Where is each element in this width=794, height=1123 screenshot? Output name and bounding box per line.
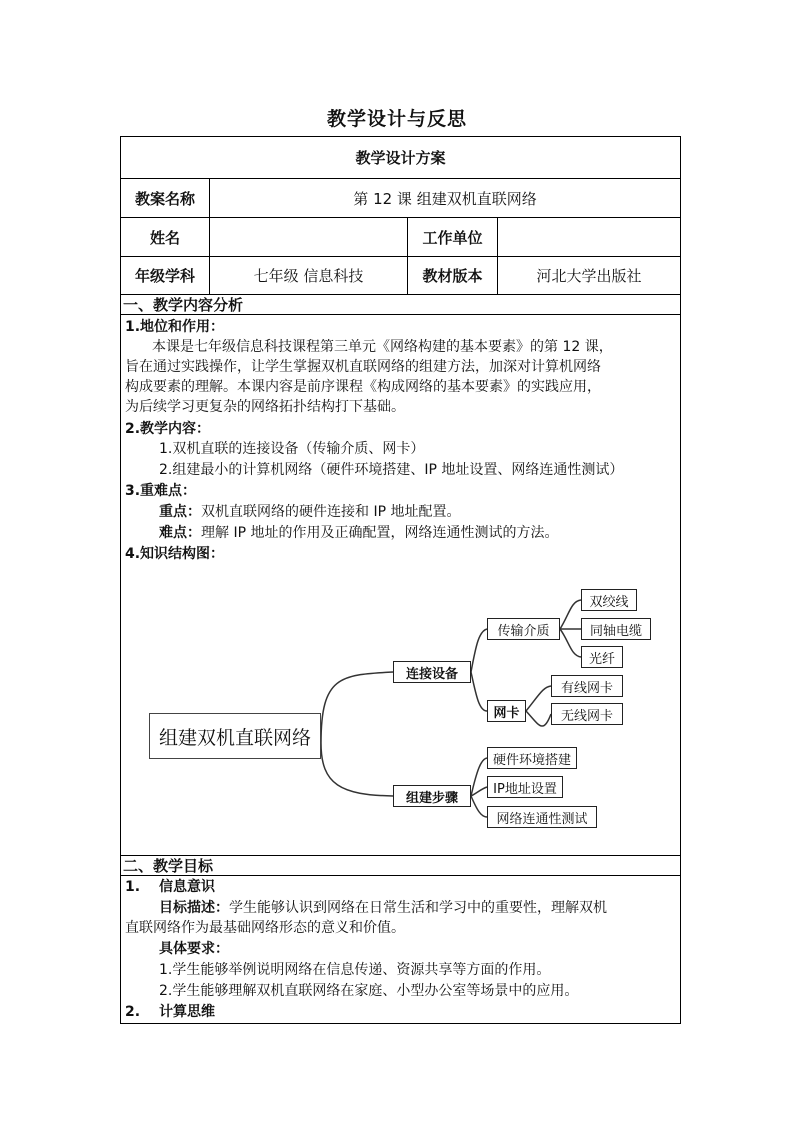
mindmap-leaf-hardware-setup: 硬件环境搭建 (487, 747, 577, 769)
goal2-title: 计算思维 (159, 1004, 215, 1020)
mindmap-root: 组建双机直联网络 (149, 713, 321, 759)
mindmap-connectors (121, 315, 680, 856)
name-row (121, 218, 680, 257)
grade-label: 年级学科 (134, 267, 195, 285)
diff-text: 理解 IP 地址的作用及正确配置，网络连通性测试的方法。 (201, 525, 559, 541)
p1-line: 本课是七年级信息科技课程第三单元《网络构建的基本要素》的第 12 课， (152, 339, 613, 355)
p3-title: 3.重难点： (125, 483, 197, 499)
mindmap-leaf-ip-setting: IP地址设置 (487, 776, 563, 798)
diff-label: 难点： (159, 525, 201, 541)
grade-row (121, 257, 680, 295)
goal1-description-cont: 直联网络作为最基础网络形态的意义和价值。 (125, 920, 405, 936)
section1-heading-row (121, 295, 680, 315)
goal1-number: 1. (125, 879, 141, 895)
document-title: 教学设计与反思 (326, 108, 467, 130)
mindmap-branch-steps: 组建步骤 (393, 785, 471, 807)
mindmap-leaf-wired-nic: 有线网卡 (551, 675, 623, 697)
p2-item: 2.组建最小的计算机网络（硬件环境搭建、IP 地址设置、网络连通性测试） (159, 462, 624, 478)
requirement-item: 1.学生能够举例说明网络在信息传递、资源共享等方面的作用。 (159, 962, 551, 978)
lesson-name-row (121, 179, 680, 218)
table-header-row (121, 137, 680, 179)
goal1-description (159, 898, 607, 918)
goal-label: 目标描述： (159, 900, 229, 916)
mindmap-node-media: 传输介质 (487, 618, 560, 640)
name-value (209, 218, 407, 256)
section1-heading: 一、教学内容分析 (123, 296, 244, 314)
section1-body (121, 315, 680, 856)
mindmap-leaf-connectivity-test: 网络连通性测试 (487, 806, 597, 828)
p1-title: 1.地位和作用： (125, 319, 225, 335)
edition-value: 河北大学出版社 (497, 257, 680, 294)
section2-heading: 二、教学目标 (123, 857, 214, 875)
goal-text: 学生能够认识到网络在日常生活和学习中的重要性，理解双机 (229, 900, 607, 916)
p1-line: 为后续学习更复杂的网络拓扑结构打下基础。 (125, 399, 405, 415)
name-label: 姓名 (149, 228, 180, 247)
table-header: 教学设计方案 (355, 149, 446, 167)
lesson-name-value: 第 12 课 组建双机直联网络 (209, 179, 680, 217)
p1-line: 构成要素的理解。本课内容是前序课程《构成网络的基本要素》的实践应用， (125, 379, 601, 395)
mindmap-branch-devices: 连接设备 (393, 661, 471, 683)
section2-heading-row (121, 856, 680, 876)
mindmap-leaf-twisted-pair: 双绞线 (581, 589, 637, 611)
section2-body (121, 876, 680, 1024)
requirements-label: 具体要求： (159, 941, 229, 957)
p2-item: 1.双机直联的连接设备（传输介质、网卡） (159, 441, 425, 457)
mindmap-leaf-wireless-nic: 无线网卡 (551, 703, 623, 725)
key-label: 重点： (159, 504, 201, 520)
mindmap-leaf-fiber: 光纤 (581, 646, 623, 668)
goal2-number: 2. (125, 1004, 141, 1020)
mindmap-leaf-coaxial: 同轴电缆 (581, 618, 651, 640)
goal1-title: 信息意识 (159, 879, 215, 895)
lesson-plan-table (120, 136, 681, 1024)
p1-line: 旨在通过实践操作，让学生掌握双机直联网络的组建方法，加深对计算机网络 (125, 359, 601, 375)
knowledge-structure-map (121, 315, 680, 856)
requirement-item: 2.学生能够理解双机直联网络在家庭、小型办公室等场景中的应用。 (159, 983, 579, 999)
mindmap-node-nic: 网卡 (487, 700, 526, 722)
p4-title: 4.知识结构图： (125, 546, 225, 562)
key-text: 双机直联网络的硬件连接和 IP 地址配置。 (201, 504, 461, 520)
lesson-name-label: 教案名称 (134, 189, 195, 208)
p2-title: 2.教学内容： (125, 421, 211, 437)
grade-value: 七年级 信息科技 (209, 257, 407, 294)
work-unit-label: 工作单位 (407, 218, 497, 256)
edition-label: 教材版本 (407, 257, 497, 294)
work-unit-value (497, 218, 680, 256)
